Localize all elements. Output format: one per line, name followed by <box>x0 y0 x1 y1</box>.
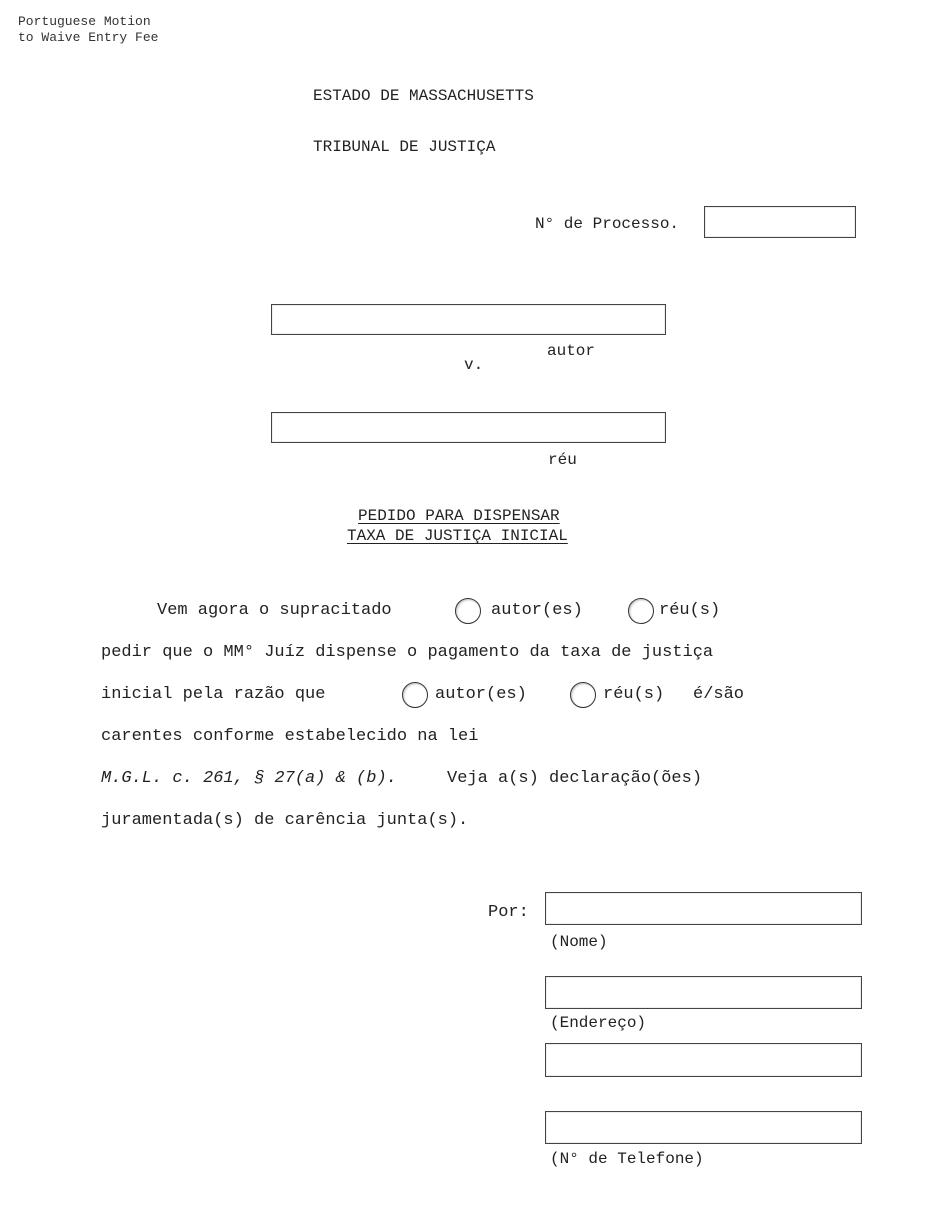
address-line2-field[interactable] <box>545 1043 862 1077</box>
statute-citation: M.G.L. c. 261, § 27(a) & (b). <box>101 769 397 788</box>
name-label: (Nome) <box>550 933 608 951</box>
indigent-plaintiff-radio[interactable] <box>402 682 428 708</box>
movant-plaintiff-radio[interactable] <box>455 598 481 624</box>
corner-note <box>18 14 158 46</box>
body-line4: carentes conforme estabelecido na lei <box>101 727 479 746</box>
versus-label: v. <box>464 356 484 374</box>
body-line3-suffix: é/são <box>693 685 745 704</box>
by-label: Por: <box>488 903 529 922</box>
motion-title-line2: TAXA DE JUSTIÇA INICIAL <box>347 527 568 545</box>
indigent-plaintiff-label: autor(es) <box>435 685 527 704</box>
body-line2: pedir que o MM° Juíz dispense o pagamento da taxa de justiça <box>101 643 714 662</box>
plaintiff-field[interactable] <box>271 304 666 335</box>
motion-title-line1: PEDIDO PARA DISPENSAR <box>358 507 560 525</box>
case-number-label: N° de Processo. <box>535 215 680 233</box>
address-label: (Endereço) <box>550 1014 647 1032</box>
defendant-label: réu <box>548 451 577 469</box>
movant-plaintiff-label: autor(es) <box>491 601 583 620</box>
body-line5-suffix: Veja a(s) declaração(ões) <box>447 769 703 788</box>
defendant-field[interactable] <box>271 412 666 443</box>
movant-defendant-radio[interactable] <box>628 598 654 624</box>
body-line3-prefix: inicial pela razão que <box>101 685 326 704</box>
body-line1-prefix: Vem agora o supracitado <box>157 601 392 620</box>
case-number-field[interactable] <box>704 206 856 238</box>
corner-note-line2: to Waive Entry Fee <box>18 30 159 45</box>
indigent-defendant-label: réu(s) <box>603 685 665 704</box>
address-field[interactable] <box>545 976 862 1009</box>
name-field[interactable] <box>545 892 862 925</box>
plaintiff-label: autor <box>547 342 596 360</box>
state-heading: ESTADO DE MASSACHUSETTS <box>313 87 534 105</box>
body-line6: juramentada(s) de carência junta(s). <box>101 811 469 830</box>
movant-defendant-label: réu(s) <box>659 601 721 620</box>
indigent-defendant-radio[interactable] <box>570 682 596 708</box>
court-heading: TRIBUNAL DE JUSTIÇA <box>313 138 496 156</box>
phone-field[interactable] <box>545 1111 862 1144</box>
phone-label: (N° de Telefone) <box>550 1150 704 1168</box>
corner-note-line1: Portuguese Motion <box>18 14 151 29</box>
